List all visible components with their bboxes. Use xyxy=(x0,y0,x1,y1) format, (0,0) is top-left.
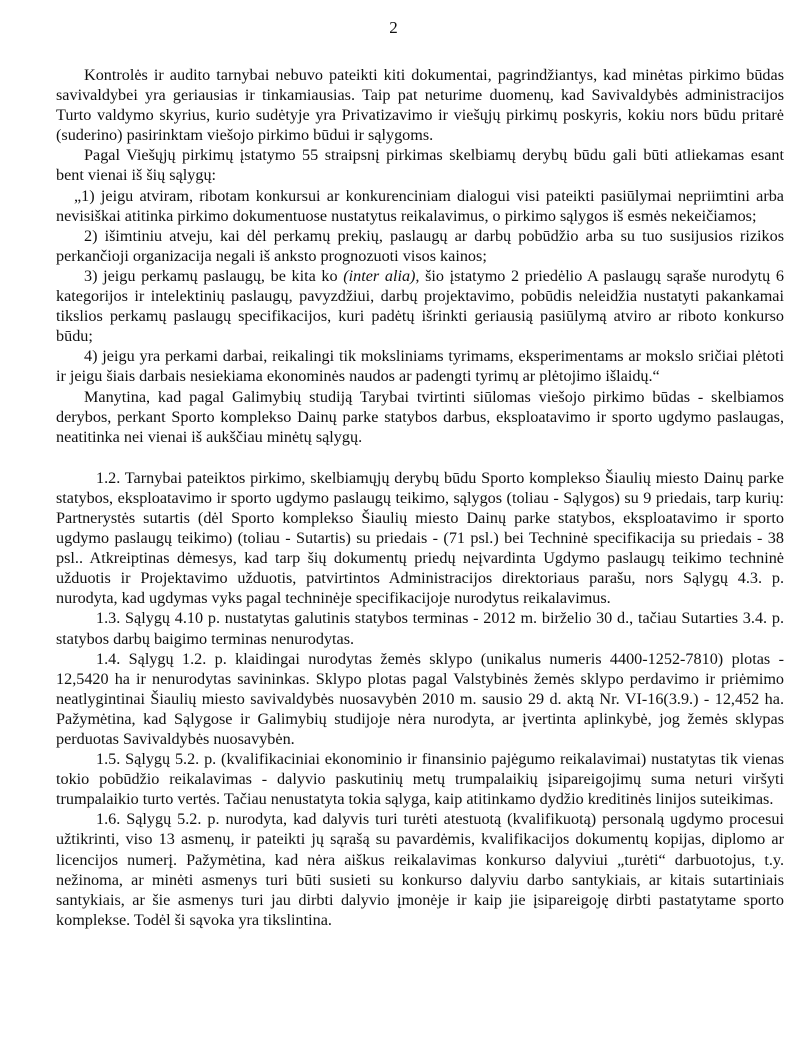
quoted-condition-2: 2) išimtiniu atveju, kai dėl perkamų prekių, paslaugų ar darbų pobūdžio arba su tuo susijusios rizikos perkančioji organizacija negali iš anksto prognozuoti visos kainos; xyxy=(56,226,784,265)
page-number: 2 xyxy=(389,18,398,37)
inter-alia-italic: (inter alia), xyxy=(343,266,420,285)
quoted-condition-3-end: šio įstatymo 2 priedėlio A paslaugų sąraše nurodytų 6 kategorijos ir intelektinių paslaugų, pavyzdžiui, darbų projektavimo, pobūdis neleidžia nustatyti pakankamai tikslios perkamų paslaugų specifikacijos, kuri padėtų išrinkti geriausią pasiūlymą atviro ar riboto konkurso būdu; xyxy=(56,266,784,346)
section-1-3: 1.3. Sąlygų 4.10 p. nustatytas galutinis statybos terminas - 2012 m. birželio 30 d., tačiau Sutarties 3.4. p. statybos darbų baigimo terminas nenurodytas. xyxy=(56,609,784,648)
section-1-5: 1.5. Sąlygų 5.2. p. (kvalifikaciniai ekonominio ir finansinio pajėgumo reikalavimai) nustatytas tik vienas tokio pobūdžio reikalavimas - dalyvio paskutinių metų trumpalaikių įsipareigojimų suma neturi viršyti trumpalaikio turto vertės. Tačiau nenustatyta tokia sąlyga, kaip atitinkamo dydžio kreditinės linijos suteikimas. xyxy=(56,750,784,809)
document-body xyxy=(56,65,784,930)
quoted-condition-3-start: 3) jeigu perkamų paslaugų, be kita ko xyxy=(84,266,344,285)
paragraph-intro: Kontrolės ir audito tarnybai nebuvo pateikti kiti dokumentai, pagrindžiantys, kad minėtas pirkimo būdas savivaldybei yra geriausias ir tinkamiausias. Taip pat neturime duomenų, kad Savivaldybės administracijos Turto valdymo skyrius, kurio sudėtyje yra Privatizavimo ir viešųjų pirkimų poskyris, kokiu nors būdu pritarė (suderino) pasirinktam viešojo pirkimo būdui ir sąlygoms. xyxy=(56,66,784,145)
paragraph-conclusion: Manytina, kad pagal Galimybių studiją Tarybai tvirtinti siūlomas viešojo pirkimo būdas - skelbiamos derybos, perkant Sporto komplekso Dainų parke statybos darbus, eksploatavimo ir sporto ugdymo paslaugas, neatitinka nei vienai iš aukščiau minėtų sąlygų. xyxy=(56,387,784,446)
paragraph-law-reference: Pagal Viešųjų pirkimų įstatymo 55 straipsnį pirkimas skelbiamų derybų būdu gali būti atliekamas esant bent vienai iš šių sąlygų: xyxy=(56,146,784,185)
quoted-condition-4: 4) jeigu yra perkami darbai, reikalingi tik moksliniams tyrimams, eksperimentams ar mokslo sričiai plėtoti ir jeigu šiais darbais nesiekiama ekonominės naudos ar padengti tyrimų ar plėtojimo išlaidų.“ xyxy=(56,347,784,386)
section-1-6: 1.6. Sąlygų 5.2. p. nurodyta, kad dalyvis turi turėti atestuotą (kvalifikuotą) personalą ugdymo procesui užtikrinti, viso 13 asmenų, ir pateikti jų sąrašą su pavardėmis, kvalifikacijos dokumentų kopijas, diplomo ar licencijos numerį. Pažymėtina, kad nėra aiškus reikalavimas konkurso dalyviui „turėti“ darbuotojus, t.y. nežinoma, ar minėti asmenys turi būti susieti su konkurso dalyviu darbo santykiais, ar kitais sutartiniais santykiais, ar šie asmenys turi jau dirbti dalyvio įmonėje ir kaip jie įsipareigoję dirbti pastatytame sporto komplekse. Todėl ši sąvoka yra tikslintina. xyxy=(56,810,784,929)
quoted-condition-1: „1) jeigu atviram, ribotam konkursui ar konkurenciniam dialogui visi pateikti pasiūlymai nepriimtini arba nevisiškai atitinka pirkimo dokumentuose nustatytus reikalavimus, o pirkimo sąlygos iš esmės nekeičiamos; xyxy=(56,186,784,225)
section-1-2: 1.2. Tarnybai pateiktos pirkimo, skelbiamųjų derybų būdu Sporto komplekso Šiaulių miesto Dainų parke statybos, eksploatavimo ir sporto ugdymo paslaugų teikimo, sąlygos (toliau - Sąlygos) su 9 priedais, tarp kurių: Partnerystės sutartis (dėl Sporto komplekso Šiaulių miesto Dainų parke statybos, eksploatavimo ir sporto ugdymo paslaugų teikimo) (toliau - Sutartis) su priedais - (71 psl.) bei Techninė specifikacija su priedais - 38 psl.. Atkreiptinas dėmesys, kad tarp šių dokumentų priedų neįvardinta Ugdymo paslaugų teikimo techninė užduotis ir Projektavimo užduotis, patvirtintos Administracijos direktoriaus parašu, nors Sąlygų 4.3. p. nurodyta, kad ugdymas vyks pagal techninėje specifikacijoje nurodytus reikalavimus. xyxy=(56,468,784,608)
section-1-4: 1.4. Sąlygų 1.2. p. klaidingai nurodytas žemės sklypo (unikalus numeris 4400-1252-7810) plotas - 12,5420 ha ir nenurodytas savininkas. Sklypo plotas pagal Valstybinės žemės sklypo perdavimo ir priėmimo neatlygintinai Šiaulių miesto savivaldybės nuosavybėn 2010 m. sausio 29 d. aktą Nr. VI-16(3.9.) - 12,452 ha. Pažymėtina, kad Sąlygose ir Galimybių studijoje nėra nurodyta, ar įvertinta aplinkybė, jog žemės sklypas perduotas Savivaldybės nuosavybėn. xyxy=(56,649,784,748)
quoted-condition-3 xyxy=(56,266,784,346)
